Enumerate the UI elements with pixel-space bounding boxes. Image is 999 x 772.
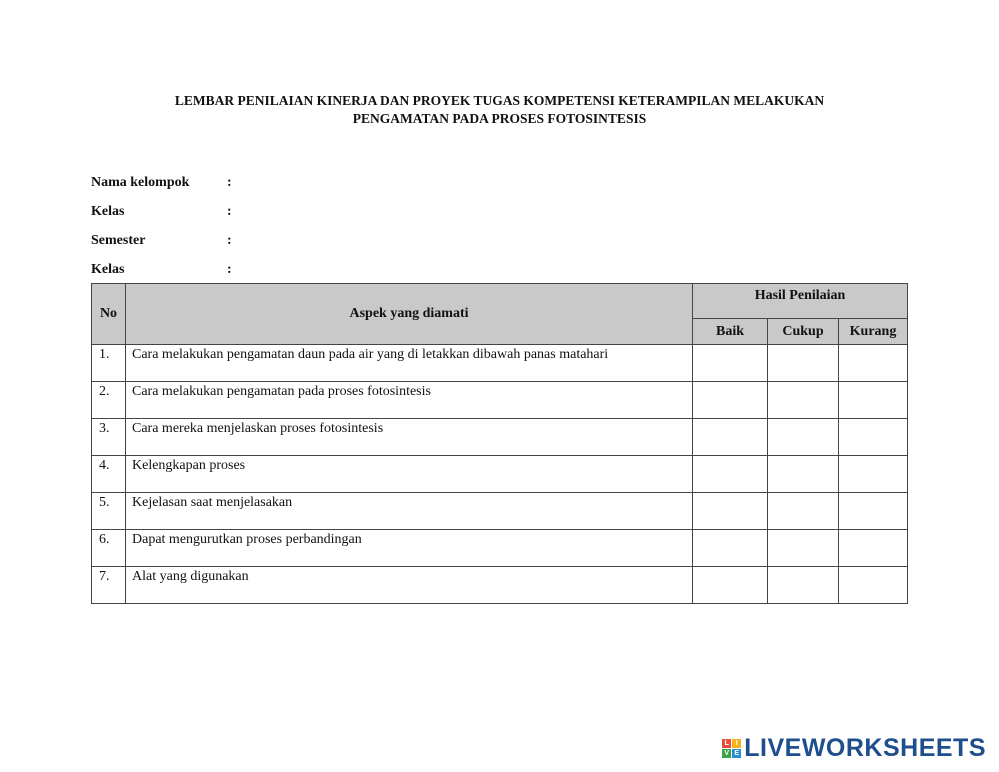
header-cukup: Cukup [768, 319, 839, 345]
liveworksheets-logo [722, 734, 986, 763]
liveworksheets-logo-icon [722, 739, 741, 758]
logo-tile-l: L [722, 739, 731, 748]
logo-tile-v: V [722, 749, 731, 758]
row-number: 3. [92, 419, 126, 456]
info-section [91, 168, 247, 284]
cell-kurang[interactable] [839, 419, 908, 456]
row-aspek: Cara melakukan pengamatan pada proses fotosintesis [126, 382, 693, 419]
header-baik: Baik [693, 319, 768, 345]
cell-cukup[interactable] [768, 530, 839, 567]
logo-tile-i: I [732, 739, 741, 748]
info-row-kelas-2 [91, 255, 247, 284]
info-label: Kelas [91, 203, 125, 219]
logo-text: LIVEWORKSHEETS [744, 734, 986, 762]
cell-baik[interactable] [693, 567, 768, 604]
info-colon: : [227, 232, 232, 248]
row-aspek: Kelengkapan proses [126, 456, 693, 493]
document-title [0, 92, 999, 128]
table-row [92, 382, 908, 419]
row-number: 6. [92, 530, 126, 567]
info-label: Semester [91, 232, 146, 248]
table-row [92, 567, 908, 604]
title-line-1: LEMBAR PENILAIAN KINERJA DAN PROYEK TUGAS KOMPETENSI KETERAMPILAN MELAKUKAN [174, 93, 825, 108]
info-row-kelas [91, 197, 247, 226]
cell-baik[interactable] [693, 419, 768, 456]
header-hasil-penilaian: Hasil Penilaian [693, 284, 908, 319]
cell-cukup[interactable] [768, 345, 839, 382]
cell-cukup[interactable] [768, 382, 839, 419]
cell-cukup[interactable] [768, 567, 839, 604]
row-number: 2. [92, 382, 126, 419]
cell-baik[interactable] [693, 456, 768, 493]
cell-kurang[interactable] [839, 530, 908, 567]
cell-kurang[interactable] [839, 382, 908, 419]
info-label: Kelas [91, 261, 125, 277]
table-row [92, 456, 908, 493]
table-row [92, 419, 908, 456]
assessment-table [91, 283, 908, 604]
cell-baik[interactable] [693, 493, 768, 530]
cell-cukup[interactable] [768, 419, 839, 456]
row-aspek: Kejelasan saat menjelasakan [126, 493, 693, 530]
info-colon: : [227, 203, 232, 219]
cell-kurang[interactable] [839, 567, 908, 604]
logo-tile-e: E [732, 749, 741, 758]
info-label: Nama kelompok [91, 174, 190, 190]
row-aspek: Cara melakukan pengamatan daun pada air yang di letakkan dibawah panas matahari [126, 345, 693, 382]
header-kurang: Kurang [839, 319, 908, 345]
header-aspek: Aspek yang diamati [126, 284, 693, 345]
row-aspek: Alat yang digunakan [126, 567, 693, 604]
row-number: 1. [92, 345, 126, 382]
cell-baik[interactable] [693, 530, 768, 567]
row-number: 5. [92, 493, 126, 530]
cell-baik[interactable] [693, 382, 768, 419]
cell-baik[interactable] [693, 345, 768, 382]
row-number: 7. [92, 567, 126, 604]
cell-kurang[interactable] [839, 493, 908, 530]
info-colon: : [227, 174, 232, 190]
cell-kurang[interactable] [839, 345, 908, 382]
row-aspek: Cara mereka menjelaskan proses fotosintesis [126, 419, 693, 456]
info-row-semester [91, 226, 247, 255]
table-row [92, 530, 908, 567]
table-row [92, 345, 908, 382]
row-aspek: Dapat mengurutkan proses perbandingan [126, 530, 693, 567]
cell-kurang[interactable] [839, 456, 908, 493]
cell-cukup[interactable] [768, 493, 839, 530]
title-line-2: PENGAMATAN PADA PROSES FOTOSINTESIS [352, 111, 647, 126]
info-row-nama-kelompok [91, 168, 247, 197]
row-number: 4. [92, 456, 126, 493]
table-row [92, 493, 908, 530]
info-colon: : [227, 261, 232, 277]
cell-cukup[interactable] [768, 456, 839, 493]
header-no: No [92, 284, 126, 345]
